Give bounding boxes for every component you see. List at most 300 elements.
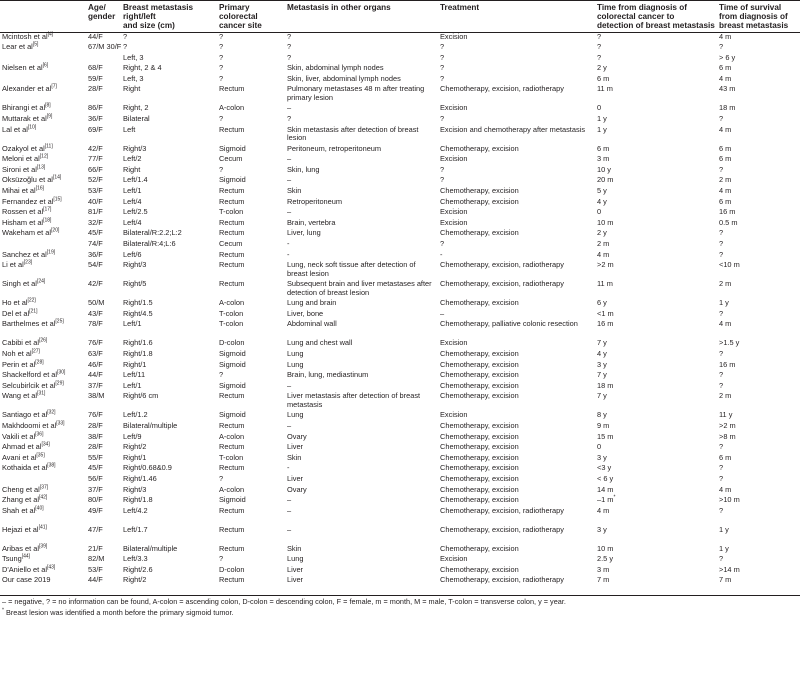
cell-age-gender-text: 43/F xyxy=(88,308,103,318)
cell-treatment-text: ? xyxy=(440,63,445,73)
cell-age-gender-text: 74/F xyxy=(88,239,103,248)
cell-other-organs-text: Skin, liver, abdominal lymph nodes xyxy=(287,73,401,83)
cell-primary-site xyxy=(217,104,285,115)
cell-author-text: Vakili et al xyxy=(2,431,36,441)
table-row xyxy=(0,566,800,577)
citation-ref: [15] xyxy=(53,196,62,203)
cell-breast-metastasis-text: Right/1.8 xyxy=(123,348,153,358)
cell-breast-metastasis-text: Left/1 xyxy=(123,186,142,196)
cell-treatment-text: Excision xyxy=(440,217,468,227)
cell-treatment xyxy=(438,166,595,177)
citation-ref: [10] xyxy=(27,124,37,131)
cell-primary-site-text: Sigmoid xyxy=(219,348,246,358)
cell-age-gender-text: 42/F xyxy=(88,279,103,289)
cell-time-to-detection-text: 20 m xyxy=(597,175,614,185)
cell-time-to-detection xyxy=(595,411,717,422)
cell-other-organs-text: ? xyxy=(287,52,292,62)
table-row xyxy=(0,361,800,372)
cell-treatment-text: Chemotherapy, excision xyxy=(440,495,519,505)
header-breast-metastasis: Breast metastasis right/left and size (cm) xyxy=(123,3,194,30)
cell-breast-metastasis-text: Left/4.2 xyxy=(123,505,148,515)
cell-breast-metastasis-text: ? xyxy=(123,32,128,41)
citation-ref: [16] xyxy=(35,185,45,192)
citation-ref: [28] xyxy=(35,359,44,366)
cell-time-to-detection xyxy=(595,464,717,475)
cell-time-to-detection-text: –1 m xyxy=(597,495,614,505)
cell-other-organs-text: – xyxy=(287,207,292,217)
cell-other-organs xyxy=(285,198,438,209)
cell-other-organs xyxy=(285,166,438,177)
cell-survival xyxy=(717,104,800,115)
cell-author-text: Meloni et al xyxy=(2,154,40,164)
cell-age-gender-text: 56/F xyxy=(88,473,103,483)
cell-primary-site-text: Rectum xyxy=(219,260,245,270)
citation-ref: [40] xyxy=(35,505,44,512)
cell-primary-site-text: ? xyxy=(219,63,224,73)
cell-treatment xyxy=(438,54,595,65)
cell-primary-site-text: Sigmoid xyxy=(219,380,246,390)
cell-treatment-text: Excision and chemotherapy after metastasis xyxy=(440,124,586,134)
citation-ref: [6] xyxy=(42,62,49,69)
cell-time-to-detection-text: 18 m xyxy=(597,380,614,390)
cell-author xyxy=(0,526,86,545)
cell-other-organs-text: – xyxy=(287,380,292,390)
cell-age-gender xyxy=(86,576,121,595)
citation-ref: [9] xyxy=(46,113,53,120)
cell-age-gender-text: 52/F xyxy=(88,175,103,185)
cell-author xyxy=(0,280,86,299)
cell-breast-metastasis-text: Left/1.2 xyxy=(123,410,148,420)
cell-author-text: Our case 2019 xyxy=(2,575,51,585)
cell-treatment-text: Chemotherapy, excision, radiotherapy xyxy=(440,575,564,585)
cell-other-organs xyxy=(285,280,438,299)
cell-primary-site-text: T-colon xyxy=(219,452,244,462)
citation-ref: [18] xyxy=(43,217,52,224)
cell-author xyxy=(0,64,86,75)
cell-age-gender-text: 69/F xyxy=(88,124,103,134)
cell-time-to-detection xyxy=(595,392,717,411)
citation-ref: [39] xyxy=(38,543,48,550)
cell-time-to-detection xyxy=(595,526,717,545)
table-row xyxy=(0,54,800,65)
table-row xyxy=(0,411,800,422)
cell-primary-site-text: Rectum xyxy=(219,228,245,238)
table-row xyxy=(0,155,800,166)
cell-time-to-detection xyxy=(595,219,717,230)
cell-survival xyxy=(717,433,800,444)
cell-treatment xyxy=(438,85,595,104)
cell-survival xyxy=(717,464,800,475)
cell-treatment-text: Chemotherapy, excision xyxy=(440,186,519,196)
cell-survival-text: ? xyxy=(719,114,724,124)
cell-time-to-detection xyxy=(595,64,717,75)
cell-age-gender-text: 28/F xyxy=(88,84,103,94)
cell-author-text: Lear et al xyxy=(2,42,33,52)
cell-survival xyxy=(717,392,800,411)
cell-age-gender xyxy=(86,507,121,526)
cell-time-to-detection-text: < 6 y xyxy=(597,473,614,483)
cell-time-to-detection xyxy=(595,576,717,595)
cell-treatment-text: Excision xyxy=(440,207,468,217)
cell-treatment xyxy=(438,507,595,526)
cell-treatment-text: Chemotherapy, excision xyxy=(440,370,519,380)
cell-primary-site xyxy=(217,280,285,299)
cell-breast-metastasis xyxy=(121,507,217,526)
cell-treatment-text: Chemotherapy, excision xyxy=(440,143,519,153)
cell-breast-metastasis-text: Right, 2 xyxy=(123,103,149,113)
cell-treatment-text: Chemotherapy, excision xyxy=(440,391,519,401)
cell-primary-site-text: A-colon xyxy=(219,298,245,308)
cell-time-to-detection xyxy=(595,85,717,104)
cell-breast-metastasis-text: Left/6 xyxy=(123,249,142,259)
cell-survival xyxy=(717,320,800,339)
cell-survival-text: 4 m xyxy=(719,32,732,41)
cell-primary-site-text: Rectum xyxy=(219,249,245,259)
cell-treatment-text: Excision xyxy=(440,154,468,164)
cell-age-gender-text: 44/F xyxy=(88,370,103,380)
cell-time-to-detection-text: 7 y xyxy=(597,391,607,401)
cell-other-organs-text: – xyxy=(287,175,292,185)
cell-age-gender-text: 55/F xyxy=(88,452,103,462)
cell-treatment-text: Chemotherapy, excision xyxy=(440,196,519,206)
cell-time-to-detection-text: 4 y xyxy=(597,196,607,206)
cell-primary-site-text: Rectum xyxy=(219,196,245,206)
cell-other-organs-text: - xyxy=(287,239,290,248)
cell-breast-metastasis xyxy=(121,526,217,545)
cell-survival-text: ? xyxy=(719,442,724,452)
cell-primary-site xyxy=(217,261,285,280)
cell-age-gender-text: 28/F xyxy=(88,420,103,430)
cell-treatment-text: Chemotherapy, excision, radiotherapy xyxy=(440,260,564,270)
cell-survival-text: > 6 y xyxy=(719,52,736,62)
footnote-marker: * xyxy=(613,494,616,501)
cell-breast-metastasis-text: Left/2 xyxy=(123,154,142,164)
cell-age-gender-text: 86/F xyxy=(88,103,103,113)
cell-time-to-detection xyxy=(595,496,717,507)
cell-other-organs-text: Lung xyxy=(287,359,304,369)
cell-survival-text: 11 y xyxy=(719,410,733,420)
cell-time-to-detection xyxy=(595,280,717,299)
cell-other-organs-text: Ovary xyxy=(287,484,307,494)
cell-primary-site xyxy=(217,33,285,44)
cell-survival xyxy=(717,126,800,145)
cell-other-organs xyxy=(285,104,438,115)
cell-survival-text: 1 y xyxy=(719,298,729,308)
cell-other-organs xyxy=(285,555,438,566)
table-row xyxy=(0,576,800,595)
cell-other-organs xyxy=(285,411,438,422)
cell-primary-site-text: Rectum xyxy=(219,217,245,227)
cell-age-gender-text: 42/F xyxy=(88,143,103,153)
cell-time-to-detection-text: 1 y xyxy=(597,114,607,124)
citation-ref: [20] xyxy=(51,227,60,234)
cell-age-gender-text: 37/F xyxy=(88,484,103,494)
cell-other-organs-text: Pulmonary metastases 48 m after treating primary lesion xyxy=(287,84,425,102)
cell-other-organs xyxy=(285,33,438,44)
cell-time-to-detection-text: 9 m xyxy=(597,420,610,430)
cell-author-text: Santiago et al xyxy=(2,410,48,420)
cell-breast-metastasis-text: Right/2 xyxy=(123,575,147,585)
cell-time-to-detection xyxy=(595,187,717,198)
cell-breast-metastasis-text: Right, 2 & 4 xyxy=(123,63,162,73)
cell-survival-text: ? xyxy=(719,348,724,358)
cell-other-organs-text: Peritoneum, retroperitoneum xyxy=(287,143,382,153)
cell-survival-text: ? xyxy=(719,505,724,515)
table-row xyxy=(0,464,800,475)
cell-treatment-text: ? xyxy=(440,175,445,185)
cell-time-to-detection-text: 0 xyxy=(597,442,602,452)
cell-author-text: Shah et al xyxy=(2,505,36,515)
cell-breast-metastasis xyxy=(121,126,217,145)
cell-author-text: Oksüzoğlu et al xyxy=(2,175,53,185)
cell-author-text: Rossen et al xyxy=(2,207,44,217)
citation-ref: [42] xyxy=(38,494,48,501)
cell-time-to-detection xyxy=(595,566,717,577)
cell-treatment xyxy=(438,104,595,115)
cell-breast-metastasis-text: Right/6 cm xyxy=(123,391,159,401)
cell-other-organs-text: Skin metastasis after detection of breast lesion xyxy=(287,124,419,143)
cell-time-to-detection xyxy=(595,229,717,240)
cell-age-gender-text: 38/M xyxy=(88,391,105,401)
cell-primary-site-text: D-colon xyxy=(219,564,245,574)
cell-other-organs xyxy=(285,496,438,507)
cell-treatment-text: Chemotherapy, excision xyxy=(440,463,519,473)
cell-other-organs-text: Skin, lung xyxy=(287,164,320,174)
table-row xyxy=(0,310,800,321)
cell-other-organs xyxy=(285,126,438,145)
cell-time-to-detection-text: 3 y xyxy=(597,452,607,462)
cell-treatment-text: Chemotherapy, excision xyxy=(440,452,519,462)
cell-author-text: Avani et al xyxy=(2,452,37,462)
cell-survival-text: 6 m xyxy=(719,154,732,164)
cell-treatment-text: Chemotherapy, excision xyxy=(440,348,519,358)
cell-treatment-text: - xyxy=(440,249,443,259)
cell-time-to-detection-text: 4 m xyxy=(597,249,610,259)
cell-primary-site-text: ? xyxy=(219,32,224,41)
header-author xyxy=(0,1,86,33)
cell-time-to-detection xyxy=(595,443,717,454)
cell-primary-site-text: Cecum xyxy=(219,154,243,164)
cell-primary-site xyxy=(217,320,285,339)
table-row xyxy=(0,496,800,507)
cell-age-gender xyxy=(86,261,121,280)
cell-other-organs-text: Subsequent brain and liver metastases after detection of breast lesion xyxy=(287,279,432,297)
cell-survival xyxy=(717,526,800,545)
cell-author-text: Shackelford et al xyxy=(2,370,58,380)
table-row xyxy=(0,43,800,54)
cell-other-organs xyxy=(285,320,438,339)
cell-age-gender-text: 37/F xyxy=(88,380,103,390)
cell-other-organs-text: – xyxy=(287,524,292,534)
table-row xyxy=(0,555,800,566)
cell-other-organs xyxy=(285,443,438,454)
cell-survival-text: >1.5 y xyxy=(719,338,740,348)
cell-author-text: Singh et al xyxy=(2,279,37,289)
cell-survival-text: <10 m xyxy=(719,260,740,270)
cell-time-to-detection xyxy=(595,126,717,145)
cell-survival xyxy=(717,33,800,44)
cell-primary-site-text: ? xyxy=(219,164,224,174)
table-row xyxy=(0,454,800,465)
cell-primary-site-text: Sigmoid xyxy=(219,175,246,185)
cell-time-to-detection xyxy=(595,198,717,209)
cell-breast-metastasis-text: Left/1.7 xyxy=(123,524,148,534)
cell-primary-site xyxy=(217,576,285,595)
cell-survival-text: 2 m xyxy=(719,391,732,401)
cell-survival-text: 18 m xyxy=(719,103,736,113)
header-time-to-detection: Time from diagnosis of colorectal cancer to detection of breast metastasis xyxy=(597,3,715,30)
cell-other-organs-text: Brain, lung, mediastinum xyxy=(287,370,369,380)
cell-author-text: Mcintosh et al xyxy=(2,32,48,41)
cell-breast-metastasis xyxy=(121,115,217,126)
cell-time-to-detection xyxy=(595,507,717,526)
cell-survival xyxy=(717,507,800,526)
cell-author xyxy=(0,261,86,280)
cell-primary-site-text: ? xyxy=(219,114,224,124)
cell-author-text: Tsung xyxy=(2,554,22,564)
cell-breast-metastasis-text: Bilateral/multiple xyxy=(123,543,178,553)
citation-ref: [26] xyxy=(38,337,48,344)
cell-primary-site-text: Rectum xyxy=(219,463,245,473)
cell-breast-metastasis xyxy=(121,576,217,595)
cell-survival-text: 0.5 m xyxy=(719,217,738,227)
cell-primary-site-text: ? xyxy=(219,473,224,483)
cell-author-text: Sanchez et al xyxy=(2,249,47,259)
citation-ref: [13] xyxy=(36,164,46,171)
cell-age-gender-text: 66/F xyxy=(88,164,103,174)
cell-primary-site-text: ? xyxy=(219,42,224,52)
cell-survival-text: ? xyxy=(719,239,724,248)
cell-other-organs xyxy=(285,371,438,382)
cell-author xyxy=(0,320,86,339)
header-age-gender: Age/ gender xyxy=(88,3,116,21)
cell-breast-metastasis-text: Left/9 xyxy=(123,431,142,441)
cell-other-organs-text: ? xyxy=(287,114,292,124)
footnote-star xyxy=(0,607,800,618)
cell-primary-site-text: ? xyxy=(219,370,224,380)
cell-primary-site-text: Rectum xyxy=(219,186,245,196)
cell-survival-text: ? xyxy=(719,370,724,380)
cell-survival-text: 1 y xyxy=(719,524,729,534)
cell-author xyxy=(0,392,86,411)
cell-breast-metastasis xyxy=(121,280,217,299)
cell-primary-site-text: T-colon xyxy=(219,319,244,329)
cell-breast-metastasis xyxy=(121,33,217,44)
cell-time-to-detection-text: ? xyxy=(597,42,602,52)
cell-other-organs-text: Ovary xyxy=(287,431,307,441)
cell-author-text: Hisham et al xyxy=(2,217,44,227)
cell-breast-metastasis-text: Left xyxy=(123,124,136,134)
cell-time-to-detection xyxy=(595,115,717,126)
cell-other-organs-text: Liver xyxy=(287,575,304,585)
cell-age-gender-text: 53/F xyxy=(88,564,103,574)
cell-other-organs xyxy=(285,145,438,156)
cell-primary-site-text: ? xyxy=(219,52,224,62)
citation-ref: [21] xyxy=(29,308,38,315)
cell-time-to-detection-text: 14 m xyxy=(597,484,614,494)
cell-time-to-detection xyxy=(595,54,717,65)
cell-survival-text: 6 m xyxy=(719,452,732,462)
cell-treatment-text: Chemotherapy, excision, radiotherapy xyxy=(440,505,564,515)
cell-other-organs xyxy=(285,464,438,475)
cell-author-text: Ahmad et al xyxy=(2,442,42,452)
cell-other-organs-text: Lung xyxy=(287,348,304,358)
cell-other-organs-text: – xyxy=(287,420,292,430)
cell-other-organs-text: Lung xyxy=(287,554,304,564)
cell-survival-text: ? xyxy=(719,463,724,473)
cell-time-to-detection-text: >2 m xyxy=(597,260,614,270)
citation-ref: [33] xyxy=(56,420,65,427)
cell-other-organs xyxy=(285,43,438,54)
cell-survival-text: 16 m xyxy=(719,359,736,369)
cell-primary-site xyxy=(217,126,285,145)
cell-survival-text: ? xyxy=(719,249,724,259)
cell-other-organs xyxy=(285,433,438,444)
cell-time-to-detection xyxy=(595,43,717,54)
cell-author-text: Li et al xyxy=(2,260,24,270)
citation-ref: [22] xyxy=(27,297,36,304)
cell-author-text: Kothaida et al xyxy=(2,463,48,473)
cell-breast-metastasis-text: Right/1 xyxy=(123,359,147,369)
cell-survival-text: 4 m xyxy=(719,484,732,494)
cell-survival-text: 6 m xyxy=(719,143,732,153)
cell-time-to-detection xyxy=(595,361,717,372)
cell-other-organs-text: Retroperitoneum xyxy=(287,196,343,206)
cell-other-organs-text: Skin xyxy=(287,543,302,553)
cell-primary-site xyxy=(217,526,285,545)
cell-age-gender xyxy=(86,85,121,104)
cell-primary-site-text: Rectum xyxy=(219,124,245,134)
cell-primary-site xyxy=(217,392,285,411)
cell-primary-site-text: ? xyxy=(219,73,224,83)
cell-primary-site-text: Rectum xyxy=(219,420,245,430)
cell-time-to-detection-text: 1 y xyxy=(597,124,607,134)
cell-treatment xyxy=(438,392,595,411)
cell-survival xyxy=(717,496,800,507)
header-other-organs: Metastasis in other organs xyxy=(287,3,391,12)
cell-breast-metastasis-text: Right/2 xyxy=(123,442,147,452)
cell-treatment-text: Chemotherapy, excision xyxy=(440,431,519,441)
citation-ref: [8] xyxy=(45,103,51,109)
cell-time-to-detection-text: 16 m xyxy=(597,319,614,329)
cell-survival-text: 6 m xyxy=(719,63,732,73)
cell-other-organs-text: Skin, abdominal lymph nodes xyxy=(287,63,384,73)
cell-survival-text: >2 m xyxy=(719,420,736,430)
cell-primary-site-text: A-colon xyxy=(219,431,245,441)
cell-other-organs-text: Skin xyxy=(287,186,302,196)
cell-time-to-detection-text: 6 y xyxy=(597,298,607,308)
cell-survival-text: 1 y xyxy=(719,543,729,553)
cell-author-text: Wakeham et al xyxy=(2,228,52,238)
cell-treatment-text: ? xyxy=(440,114,445,124)
cell-age-gender-text: 32/F xyxy=(88,217,103,227)
cell-primary-site xyxy=(217,507,285,526)
cell-other-organs xyxy=(285,545,438,556)
cell-primary-site xyxy=(217,54,285,65)
cell-time-to-detection-text: 3 y xyxy=(597,524,607,534)
citation-ref: [41] xyxy=(38,524,47,531)
cell-author-text: Ozakyol et al xyxy=(2,143,45,153)
cell-time-to-detection-text: 4 m xyxy=(597,505,610,515)
cell-author xyxy=(0,85,86,104)
cell-primary-site-text: Rectum xyxy=(219,279,245,289)
cell-time-to-detection xyxy=(595,433,717,444)
citation-ref: [25] xyxy=(55,318,64,325)
citation-ref: [24] xyxy=(36,278,46,285)
cell-time-to-detection xyxy=(595,555,717,566)
cell-treatment-text: Chemotherapy, excision xyxy=(440,359,519,369)
cell-age-gender-text: 28/F xyxy=(88,442,103,452)
